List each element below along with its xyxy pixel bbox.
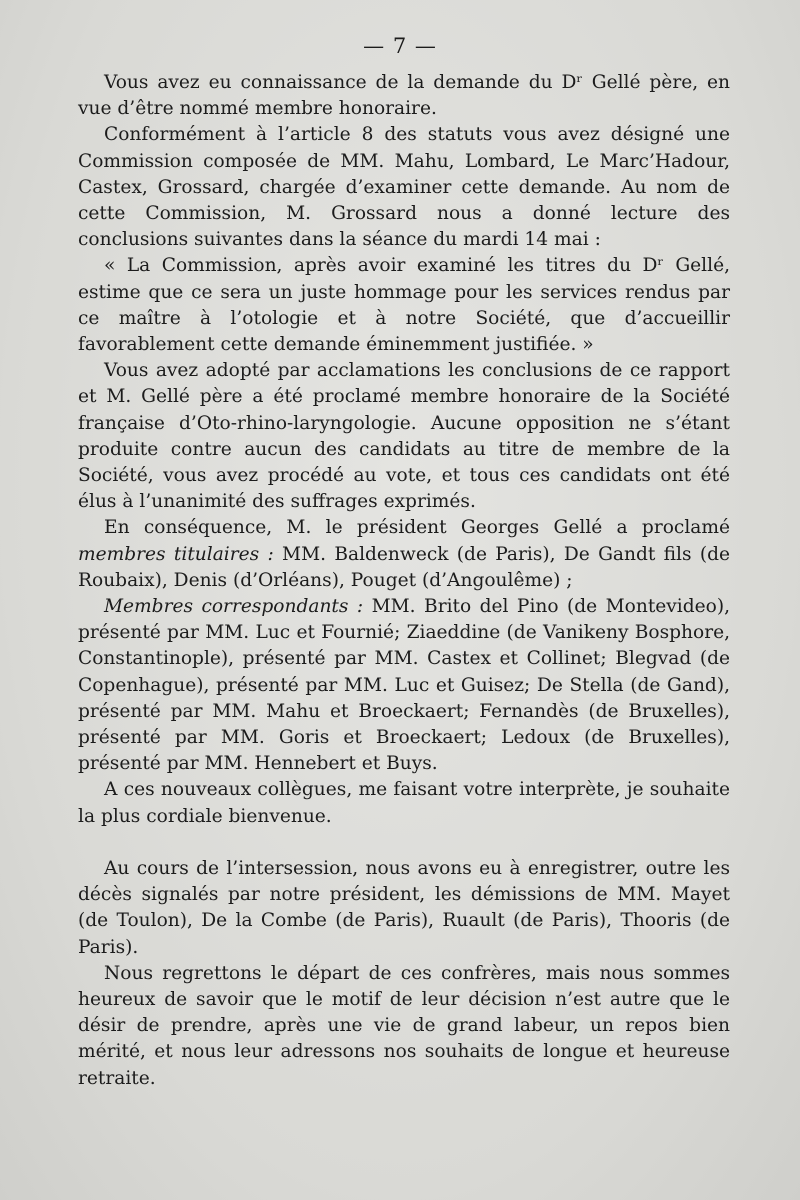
paragraph-demande: Vous avez eu connaissance de la demande du Dʳ Gellé père, en vue d’être nommé membre honoraire. [78,72,730,120]
correspondants-label: Membres correspondants : [104,596,364,618]
paragraph-vote: Vous avez adopté par acclamations les conclusions de ce rapport et M. Gellé père a été proclamé membre honoraire de la Société française d’Oto-rhino-laryngologie. Aucune opposition ne s’étant produite contre aucun des candidats au titre de membre de la Société, vous avez procédé au vote, et tous ces candidats ont été élus à l’unanimité des suffrages exprimés. [78,360,730,513]
paragraph-titulaires [78,515,730,594]
section-gap [78,830,730,856]
paragraph-regret: Nous regrettons le départ de ces confrères, mais nous sommes heureux de savoir que le motif de leur décision n’est autre que le désir de prendre, après une vie de grand labeur, un repos bien mérité, et nous leur adressons nos souhaits de longue et heureuse retraite. [78,962,730,1089]
titulaires-list: MM. Baldenweck (de Paris), De Gandt fils (de Roubaix), Denis (d’Orléans), Pouget (d’Angoulême) ; [78,543,730,591]
paragraph-commission: Conformément à l’article 8 des statuts vous avez désigné une Commission composée de MM. Mahu, Lombard, Le Marc’Hadour, Castex, Grossard, chargée d’examiner cette demande. Au nom de cette Commission, M. Grossard nous a donné lecture des conclusions suivantes dans la séance du mardi 14 mai : [78,124,730,251]
paragraph-intersession: Au cours de l’intersession, nous avons eu à enregistrer, outre les décès signalés par notre président, les démissions de MM. Mayet (de Toulon), De la Combe (de Paris), Ruault (de Paris), Thooris (de Paris). [78,857,730,958]
correspondants-list: MM. Brito del Pino (de Montevideo), présenté par MM. Luc et Fournié; Ziaeddine (de Vanikeny Bosphore, Constantinople), présenté par MM. Castex et Collinet; Blegvad (de Copenhague), présenté par MM. Luc et Guisez; De Stella (de Gand), présenté par MM. Mahu et Broeckaert; Fernandès (de Bruxelles), présenté par MM. Goris et Broeckaert; Ledoux (de Bruxelles), présenté par MM. Hennebert et Buys. [78,596,731,775]
paragraph-correspondants [78,594,730,777]
paragraph-conclusions-quote: « La Commission, après avoir examiné les titres du Dʳ Gellé, estime que ce sera un juste hommage pour les services rendus par ce maître à l’otologie et à notre Société, que d’accueillir favorablement cette demande éminemment justifiée. » [78,255,730,356]
body-text [78,70,730,1092]
paragraph-welcome: A ces nouveaux collègues, me faisant votre interprète, je souhaite la plus cordiale bienvenue. [78,779,730,827]
titulaires-intro: En conséquence, M. le président Georges Gellé a proclamé [104,517,730,539]
page-number: — 7 — [363,34,437,58]
titulaires-label: membres titulaires : [78,543,274,565]
